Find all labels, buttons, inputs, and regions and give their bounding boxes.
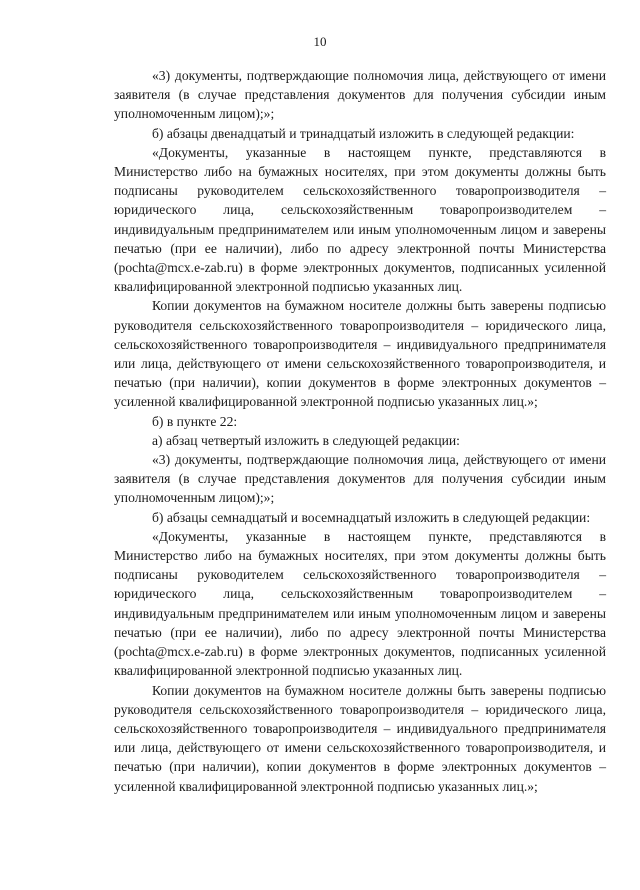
paragraph: «Документы, указанные в настоящем пункте, представляются в Министерство либо на бумажных носителях, при этом документы должны быть подписаны руководителем сельскохозяйственного товаропроизводителя – юридического лица, сельскохозяйственным товаропроизводителем – индивидуальным предпринимателем или иным уполномоченным лицом и заверены печатью (при ее наличии), либо по адресу электронной почты Министерства (pochta@mcx.e-zab.ru) в форме электронных документов, подписанных усиленной квалифицированной электронной подписью указанных лиц. <box>114 528 606 679</box>
paragraph: Копии документов на бумажном носителе должны быть заверены подписью руководителя сельскохозяйственного товаропроизводителя – юридического лица, сельскохозяйственного товаропроизводителя – индивидуального предпринимателя или лица, действующего от имени сельскохозяйственного товаропроизводителя, и печатью (при наличии), копии документов в форме электронных документов – усиленной квалифицированной электронной подписью указанных лиц.»; <box>114 298 606 410</box>
paragraph: б) абзацы двенадцатый и тринадцатый изложить в следующей редакции: <box>152 125 575 141</box>
document-body <box>114 66 606 796</box>
paragraph: б) в пункте 22: <box>152 413 238 429</box>
paragraph: «3) документы, подтверждающие полномочия лица, действующего от имени заявителя (в случае представления документов для получения субсидии иным уполномоченным лицом);»; <box>114 68 606 122</box>
paragraph: а) абзац четвертый изложить в следующей редакции: <box>152 432 460 448</box>
paragraph: «3) документы, подтверждающие полномочия лица, действующего от имени заявителя (в случае представления документов для получения субсидии иным уполномоченным лицом);»; <box>114 452 606 506</box>
paragraph: Копии документов на бумажном носителе должны быть заверены подписью руководителя сельскохозяйственного товаропроизводителя – юридического лица, сельскохозяйственного товаропроизводителя – индивидуального предпринимателя или лица, действующего от имени сельскохозяйственного товаропроизводителя, и печатью (при наличии), копии документов в форме электронных документов – усиленной квалифицированной электронной подписью указанных лиц.»; <box>114 682 606 794</box>
paragraph: «Документы, указанные в настоящем пункте, представляются в Министерство либо на бумажных носителях, при этом документы должны быть подписаны руководителем сельскохозяйственного товаропроизводителя – юридического лица, сельскохозяйственным товаропроизводителем – индивидуальным предпринимателем или иным уполномоченным лицом и заверены печатью (при ее наличии), либо по адресу электронной почты Министерства (pochta@mcx.e-zab.ru) в форме электронных документов, подписанных усиленной квалифицированной электронной подписью указанных лиц. <box>114 144 606 295</box>
page-number: 10 <box>313 34 327 49</box>
paragraph: б) абзацы семнадцатый и восемнадцатый изложить в следующей редакции: <box>152 509 591 525</box>
